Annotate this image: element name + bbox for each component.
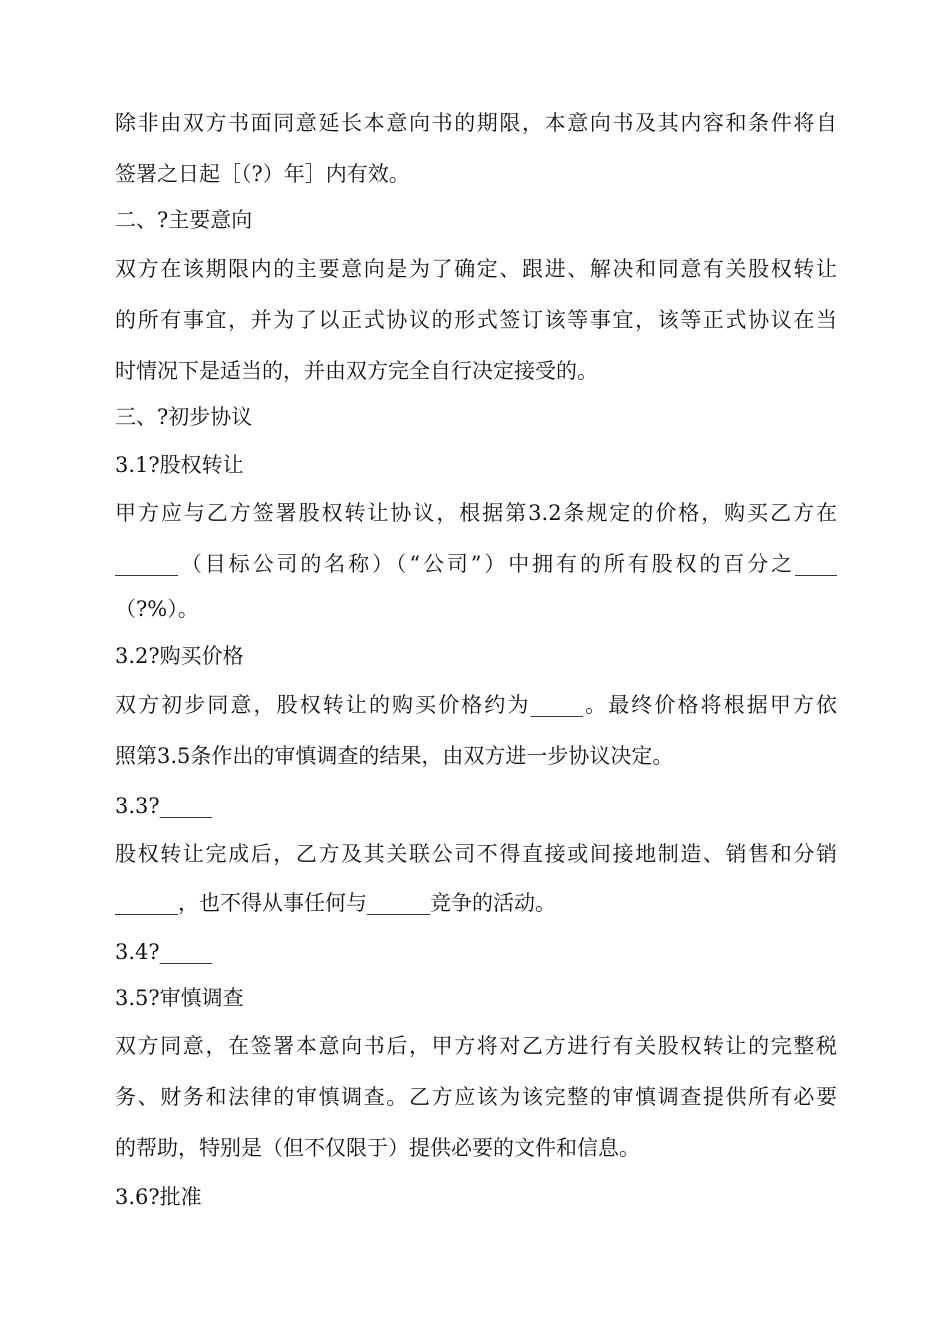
subsection-heading: 3.3?_____ <box>115 794 213 818</box>
subsection-heading: 3.1?股权转让 <box>115 453 244 477</box>
subsection-heading: 3.4?_____ <box>115 940 213 964</box>
paragraph-line: 的帮助，特别是（但不仅限于）提供必要的文件和信息。 <box>115 1136 640 1160</box>
paragraph-line: 签署之日起［（?）年］内有效。 <box>115 162 410 186</box>
subsection-heading: 3.5?审慎调查 <box>115 986 244 1010</box>
subsection-heading: 3.2?购买价格 <box>115 644 244 668</box>
document-page <box>115 103 837 1218</box>
paragraph-line: 股权转让完成后，乙方及其关联公司不得直接或间接地制造、销售和分销 <box>115 842 837 866</box>
paragraph-line: ______，也不得从事任何与______竞争的活动。 <box>115 891 556 915</box>
paragraph-line: 双方在该期限内的主要意向是为了确定、跟进、解决和同意有关股权转让 <box>115 257 837 281</box>
paragraph-line: 时情况下是适当的，并由双方完全自行决定接受的。 <box>115 359 598 383</box>
section-heading: 三、?初步协议 <box>115 405 253 429</box>
paragraph-line: 除非由双方书面同意延长本意向书的期限，本意向书及其内容和条件将自 <box>115 111 837 135</box>
paragraph-line: 甲方应与乙方签署股权转让协议，根据第3.2条规定的价格，购买乙方在 <box>115 501 837 525</box>
paragraph-line: 照第3.5条作出的审慎调查的结果，由双方进一步协议决定。 <box>115 744 674 768</box>
paragraph-line: 的所有事宜，并为了以正式协议的形式签订该等事宜，该等正式协议在当 <box>115 308 837 332</box>
paragraph-line: 双方同意，在签署本意向书后，甲方将对乙方进行有关股权转让的完整税 <box>115 1034 837 1058</box>
paragraph-line: 双方初步同意，股权转让的购买价格约为_____。最终价格将根据甲方依 <box>115 693 837 717</box>
section-heading: 二、?主要意向 <box>115 208 253 232</box>
paragraph-line: ______（目标公司的名称）（“公司”）中拥有的所有股权的百分之____ <box>115 552 837 576</box>
subsection-heading: 3.6?批准 <box>115 1185 202 1209</box>
paragraph-line: 务、财务和法律的审慎调查。乙方应该为该完整的审慎调查提供所有必要 <box>115 1085 837 1109</box>
paragraph-line: （?%）。 <box>115 597 199 621</box>
